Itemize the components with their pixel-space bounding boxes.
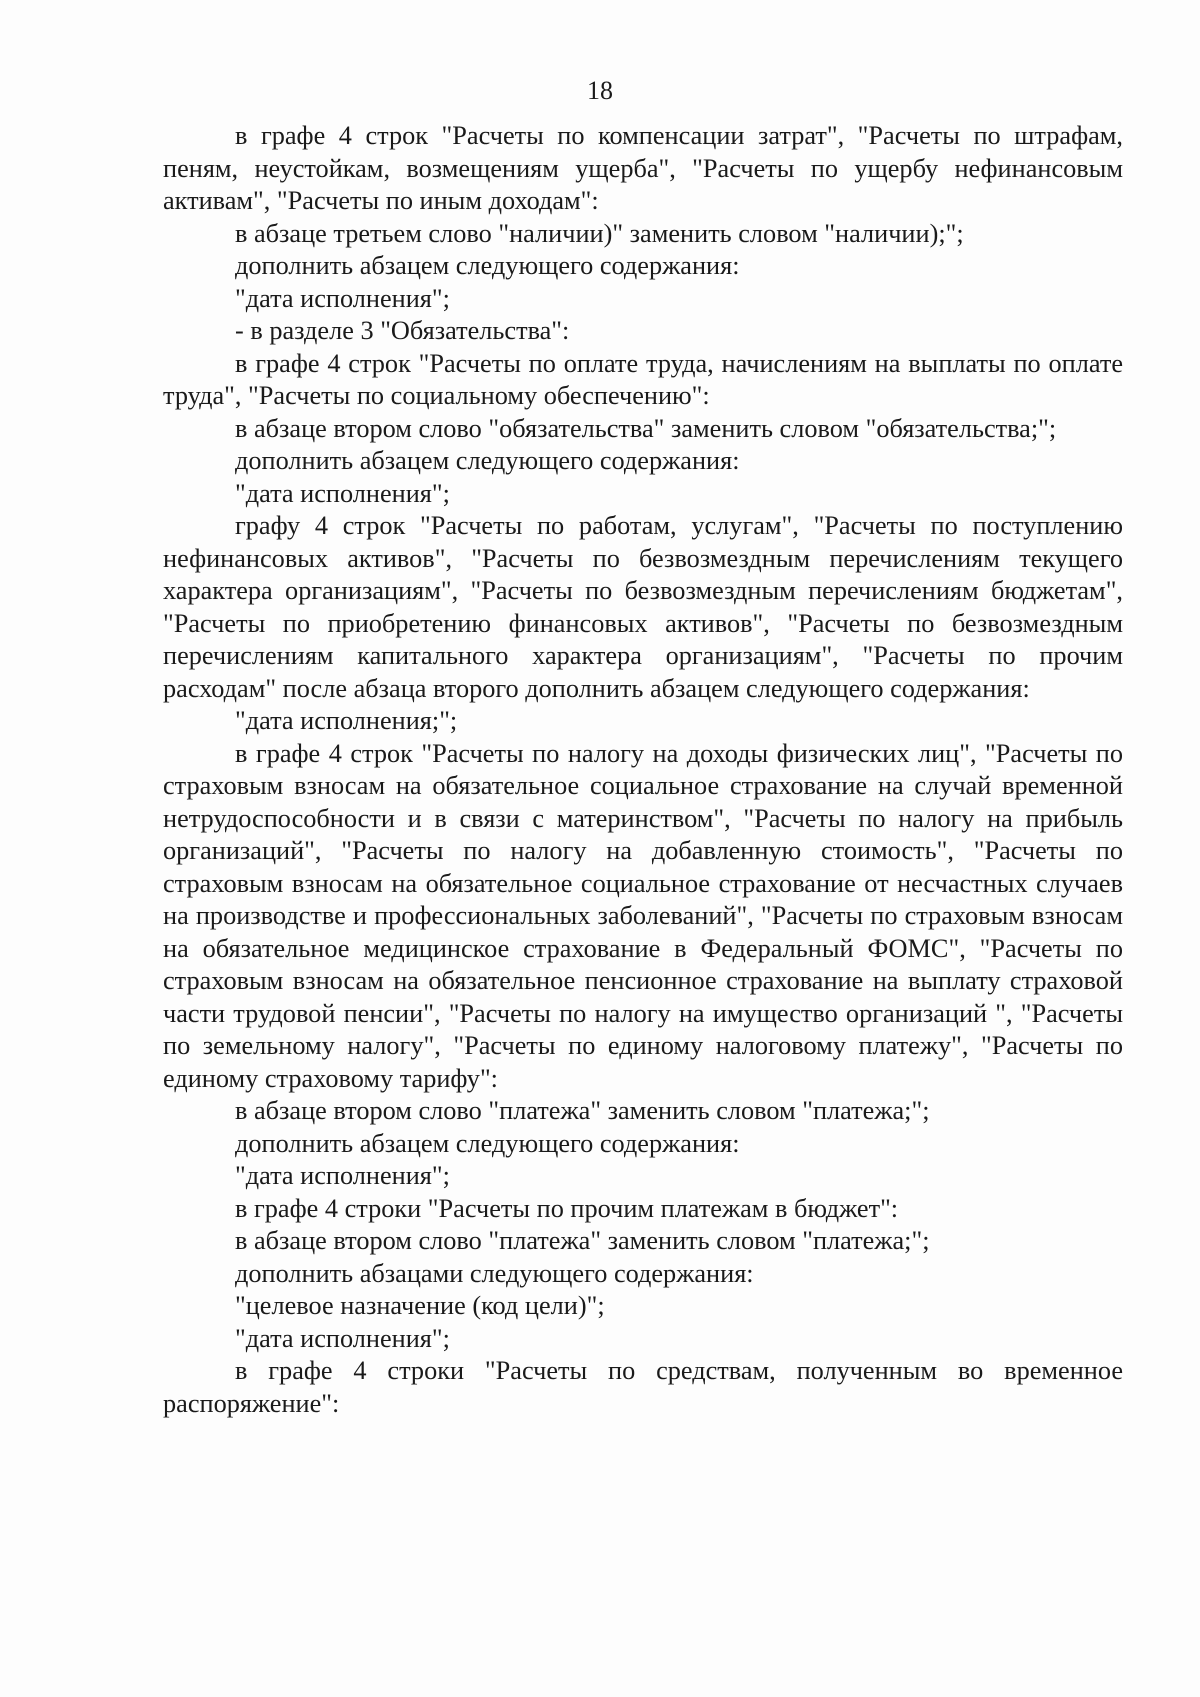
paragraph: "дата исполнения"; <box>235 1161 450 1190</box>
paragraph: дополнить абзацами следующего содержания: <box>235 1258 754 1288</box>
paragraph: в абзаце втором слово "платежа" заменить словом "платежа;"; <box>235 1096 930 1125</box>
paragraph: в графе 4 строк "Расчеты по оплате труда, начислениям на выплаты по оплате труда", "Расчеты по социальному обеспечению": <box>163 348 1123 410</box>
paragraph: в графе 4 строки "Расчеты по средствам, полученным во временное распоряжение": <box>163 1356 1123 1418</box>
paragraph: в абзаце третьем слово "наличии)" заменить словом "наличии);"; <box>235 218 964 248</box>
paragraph: дополнить абзацем следующего содержания: <box>235 446 740 475</box>
document-body <box>163 120 1123 1420</box>
paragraph: "дата исполнения"; <box>235 478 450 508</box>
paragraph: "целевое назначение (код цели)"; <box>235 1291 605 1320</box>
section-heading: - в разделе 3 "Обязательства": <box>235 316 570 345</box>
paragraph: "дата исполнения;"; <box>235 706 458 735</box>
paragraph: дополнить абзацем следующего содержания: <box>235 251 740 280</box>
paragraph: в графе 4 строк "Расчеты по налогу на доходы физических лиц", "Расчеты по страховым взносам на обязательное социальное страхование на случай временной нетрудоспособности и в связи с материнством", "Расчеты по налогу на прибыль организаций", "Расчеты по налогу на добавленную стоимость", "Расчеты по страховым взносам на обязательное социальное страхование от несчастных случаев на производстве и профессиональных заболеваний", "Расчеты по страховым взносам на обязательное медицинское страхование в Федеральный ФОМС", "Расчеты по страховым взносам на обязательное пенсионное страхование на выплату страховой части трудовой пенсии", "Расчеты по налогу на имущество организаций ", "Расчеты по земельному налогу", "Расчеты по единому налоговому платежу", "Расчеты по единому страховому тарифу": <box>163 738 1123 1093</box>
paragraph: "дата исполнения"; <box>235 283 450 313</box>
paragraph: графу 4 строк "Расчеты по работам, услугам", "Расчеты по поступлению нефинансовых активов", "Расчеты по безвозмездным перечислениям текущего характера организациям", "Расчеты по безвозмездным перечислениям бюджетам", "Расчеты по приобретению финансовых активов", "Расчеты по безвозмездным перечислениям капитального характера организациям", "Расчеты по прочим расходам" после абзаца второго дополнить абзацем следующего содержания: <box>163 511 1123 703</box>
paragraph: в графе 4 строки "Расчеты по прочим платежам в бюджет": <box>235 1193 899 1223</box>
paragraph: в абзаце втором слово "платежа" заменить словом "платежа;"; <box>235 1226 930 1255</box>
paragraph: "дата исполнения"; <box>235 1323 450 1353</box>
paragraph: дополнить абзацем следующего содержания: <box>235 1128 740 1158</box>
paragraph: в графе 4 строк "Расчеты по компенсации затрат", "Расчеты по штрафам, пеням, неустойкам, возмещениям ущерба", "Расчеты по ущербу нефинансовым активам", "Расчеты по иным доходам": <box>163 121 1123 215</box>
paragraph: в абзаце втором слово "обязательства" заменить словом "обязательства;"; <box>235 413 1057 443</box>
page-number: 18 <box>587 76 613 105</box>
